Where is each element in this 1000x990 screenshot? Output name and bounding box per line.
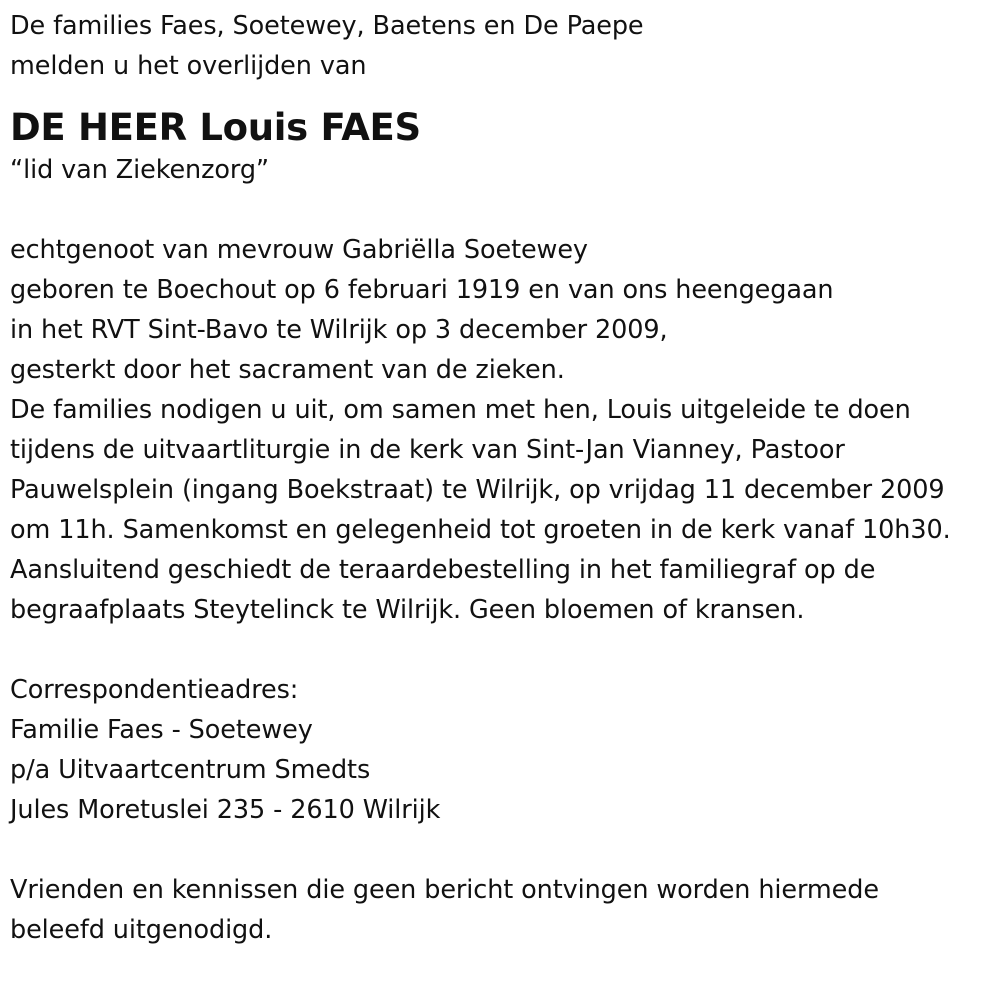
deceased-name: DE HEER Louis FAES bbox=[10, 106, 421, 149]
body-line: tijdens de uitvaartliturgie in de kerk van Sint-Jan Vianney, Pastoor bbox=[10, 435, 845, 465]
closing-line: beleefd uitgenodigd. bbox=[10, 915, 273, 945]
body-line: Pauwelsplein (ingang Boekstraat) te Wilrijk, op vrijdag 11 december 2009 bbox=[10, 475, 945, 505]
deceased-subtitle: “lid van Ziekenzorg” bbox=[10, 155, 270, 185]
body-line: De families nodigen u uit, om samen met hen, Louis uitgeleide te doen bbox=[10, 395, 911, 425]
spacer bbox=[10, 830, 995, 870]
body-line: echtgenoot van mevrouw Gabriëlla Soetewey bbox=[10, 235, 588, 265]
body-line: Aansluitend geschiedt de teraardebestelling in het familiegraf op de bbox=[10, 555, 876, 585]
spacer bbox=[10, 630, 995, 670]
correspondence-line: Jules Moretuslei 235 - 2610 Wilrijk bbox=[10, 795, 441, 825]
body-line: om 11h. Samenkomst en gelegenheid tot groeten in de kerk vanaf 10h30. bbox=[10, 515, 951, 545]
correspondence-section bbox=[10, 670, 995, 830]
correspondence-label: Correspondentieadres: bbox=[10, 675, 299, 705]
death-notice bbox=[10, 6, 995, 950]
body-line: geboren te Boechout op 6 februari 1919 en van ons heengegaan bbox=[10, 275, 834, 305]
intro-section bbox=[10, 6, 995, 86]
intro-families-line: De families Faes, Soetewey, Baetens en De Paepe bbox=[10, 11, 644, 41]
spacer bbox=[10, 190, 995, 230]
intro-announcement-line: melden u het overlijden van bbox=[10, 51, 367, 81]
closing-section bbox=[10, 870, 995, 950]
closing-line: Vrienden en kennissen die geen bericht ontvingen worden hiermede bbox=[10, 875, 879, 905]
body-line: gesterkt door het sacrament van de zieken. bbox=[10, 355, 565, 385]
correspondence-line: Familie Faes - Soetewey bbox=[10, 715, 313, 745]
body-section bbox=[10, 230, 995, 630]
body-line: in het RVT Sint-Bavo te Wilrijk op 3 december 2009, bbox=[10, 315, 668, 345]
correspondence-line: p/a Uitvaartcentrum Smedts bbox=[10, 755, 371, 785]
body-line: begraafplaats Steytelinck te Wilrijk. Geen bloemen of kransen. bbox=[10, 595, 805, 625]
